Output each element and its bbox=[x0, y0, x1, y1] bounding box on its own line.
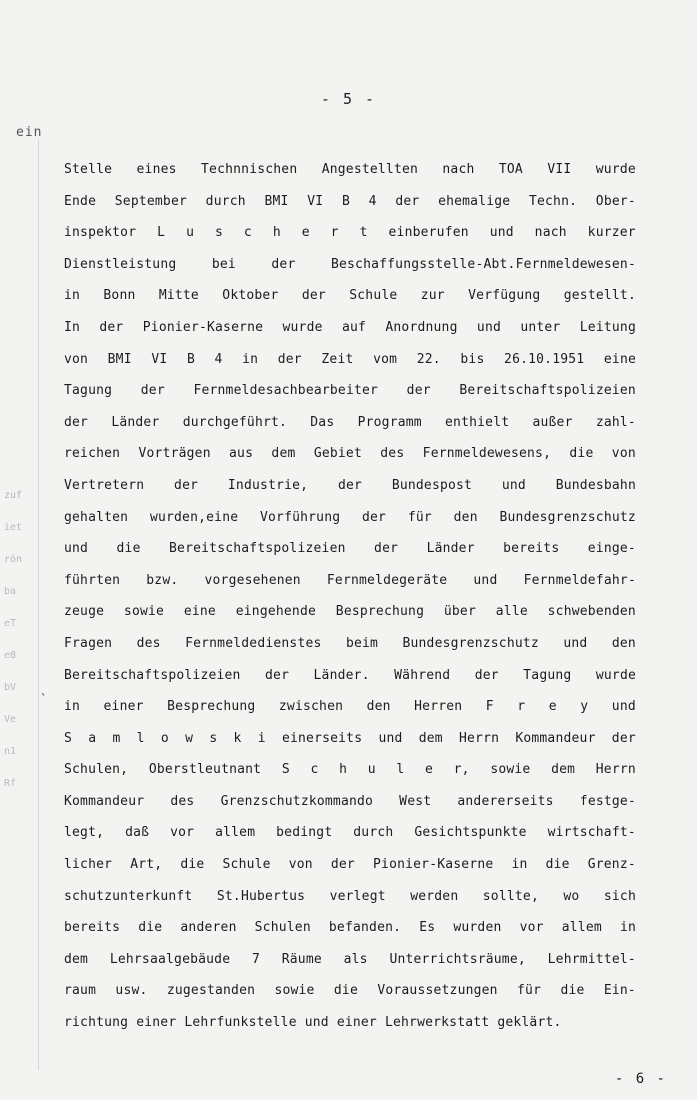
word: und bbox=[489, 225, 514, 241]
word: Fernmeldedienstes bbox=[185, 635, 322, 651]
word: Techn. bbox=[528, 193, 578, 209]
bleed-through-fragment: n1 bbox=[4, 746, 17, 757]
word: September bbox=[114, 193, 188, 209]
text-line bbox=[64, 565, 636, 597]
word: in bbox=[242, 351, 259, 367]
word: e bbox=[425, 762, 434, 778]
word: einberufen bbox=[388, 225, 469, 241]
word: Herrn bbox=[595, 762, 636, 778]
word: der bbox=[362, 509, 387, 525]
bleed-through-fragment: rön bbox=[4, 554, 23, 565]
word: Zeit bbox=[321, 351, 354, 367]
word: der bbox=[140, 383, 165, 399]
word: dem bbox=[551, 762, 576, 778]
word: des bbox=[380, 446, 405, 462]
word: a bbox=[88, 730, 97, 746]
word: der bbox=[395, 193, 420, 209]
word: Programm bbox=[357, 414, 422, 430]
word: Bundesgrenzschutz bbox=[499, 509, 636, 525]
word: h bbox=[339, 762, 348, 778]
word: Schule bbox=[222, 857, 271, 873]
word: in bbox=[511, 857, 528, 873]
word: Bereitschaftspolizeien bbox=[169, 541, 346, 557]
word: eine bbox=[183, 604, 216, 620]
word: vor bbox=[170, 825, 195, 841]
word: vorgesehenen bbox=[204, 572, 301, 588]
body-text bbox=[64, 154, 636, 1039]
word: durch bbox=[353, 825, 394, 841]
text-line bbox=[64, 754, 636, 786]
word: daß bbox=[125, 825, 150, 841]
bleed-through-fragment: zuf bbox=[4, 490, 23, 501]
word: Es bbox=[419, 920, 436, 936]
word: Anordnung bbox=[385, 319, 458, 335]
word: vom bbox=[373, 351, 398, 367]
word: bedingt bbox=[276, 825, 333, 841]
word: sowie bbox=[123, 604, 165, 620]
text-line bbox=[64, 628, 636, 660]
word: legt, bbox=[64, 825, 105, 841]
word: c bbox=[310, 762, 319, 778]
word: Länder. bbox=[313, 667, 370, 683]
word: Herrn bbox=[459, 730, 500, 746]
word: des bbox=[136, 635, 161, 651]
word: andererseits bbox=[457, 793, 554, 809]
word: der bbox=[271, 256, 296, 272]
word: richtung bbox=[64, 1015, 129, 1031]
word: die bbox=[116, 541, 141, 557]
word: werden bbox=[410, 888, 459, 904]
word: 26.10.1951 bbox=[504, 351, 585, 367]
word: S bbox=[64, 730, 73, 746]
word: Lehrmittel- bbox=[547, 951, 636, 967]
word: zahl- bbox=[595, 414, 636, 430]
word: und bbox=[476, 319, 502, 335]
word: die bbox=[545, 857, 570, 873]
word: der bbox=[174, 477, 199, 493]
word: i bbox=[257, 730, 266, 746]
word: sollte, bbox=[482, 888, 539, 904]
text-line bbox=[64, 660, 636, 692]
word: wurde bbox=[595, 667, 636, 683]
word: 4 bbox=[214, 351, 223, 367]
word: der bbox=[406, 383, 431, 399]
word: B bbox=[341, 193, 350, 209]
word: und bbox=[304, 1015, 329, 1031]
text-line bbox=[64, 470, 636, 502]
word: geklärt. bbox=[497, 1015, 562, 1031]
word: Mitte bbox=[158, 288, 199, 304]
bleed-through-fragment: Rf bbox=[4, 778, 17, 789]
word: über bbox=[443, 604, 476, 620]
word: der bbox=[474, 667, 499, 683]
word: vor bbox=[519, 920, 544, 936]
word: L bbox=[157, 225, 166, 241]
word: enthielt bbox=[445, 414, 510, 430]
word: Grenz- bbox=[587, 857, 636, 873]
word: Länder bbox=[111, 414, 160, 430]
word: der bbox=[330, 857, 355, 873]
word: bereits bbox=[503, 541, 560, 557]
word: s bbox=[214, 225, 224, 241]
word: wirtschaft- bbox=[547, 825, 636, 841]
bleed-through-fragment: bV bbox=[4, 682, 17, 693]
word: die bbox=[138, 920, 163, 936]
word: der bbox=[277, 351, 302, 367]
word: nach bbox=[534, 225, 567, 241]
word: Gebiet bbox=[313, 446, 362, 462]
word: Fragen bbox=[64, 635, 113, 651]
word: BMI bbox=[264, 193, 289, 209]
word: ehemalige bbox=[438, 193, 511, 209]
word: S bbox=[281, 762, 290, 778]
margin-tick-mark: ` bbox=[40, 692, 48, 706]
word: von bbox=[611, 446, 636, 462]
text-line bbox=[64, 407, 636, 439]
word: die bbox=[180, 857, 205, 873]
word: sowie bbox=[274, 983, 315, 999]
word: c bbox=[243, 225, 252, 241]
word: wurde bbox=[282, 319, 323, 335]
text-line bbox=[64, 596, 636, 628]
text-line bbox=[64, 533, 636, 565]
word: Fernmeldesachbearbeiter bbox=[193, 383, 379, 399]
word: Fernmeldegeräte bbox=[326, 572, 448, 588]
word: Räume bbox=[281, 951, 322, 967]
word: licher bbox=[64, 857, 113, 873]
word: einer bbox=[103, 699, 144, 715]
word: Fernmeldewesens, bbox=[422, 446, 552, 462]
word: VII bbox=[547, 162, 572, 177]
word: BMI bbox=[107, 351, 132, 367]
word: u bbox=[186, 225, 195, 241]
word: wo bbox=[563, 888, 580, 904]
word: und bbox=[378, 730, 403, 746]
word: Ende bbox=[64, 193, 97, 209]
word: Vertretern bbox=[64, 477, 145, 493]
word: den bbox=[611, 635, 636, 651]
word: führten bbox=[64, 572, 121, 588]
word: Herren bbox=[414, 699, 463, 715]
word: Tagung bbox=[523, 667, 572, 683]
word: nach bbox=[442, 162, 475, 177]
word: zeuge bbox=[64, 604, 105, 620]
word: Kommandeur bbox=[515, 730, 596, 746]
word: Beschaffungsstelle-Abt.Fernmeldewesen- bbox=[330, 256, 636, 272]
word: Schulen, bbox=[64, 762, 129, 778]
word: der bbox=[337, 477, 363, 493]
word: l bbox=[396, 762, 405, 778]
word: und bbox=[563, 635, 588, 651]
word: Ein- bbox=[603, 983, 636, 999]
text-line bbox=[64, 186, 636, 218]
word: den bbox=[453, 509, 478, 525]
word: festge- bbox=[579, 793, 636, 809]
word: Art, bbox=[130, 857, 163, 873]
word: Schule bbox=[349, 288, 398, 304]
next-page-indicator: - 6 - bbox=[614, 1071, 667, 1087]
word: von bbox=[288, 857, 313, 873]
word: o bbox=[160, 730, 169, 746]
text-line bbox=[64, 849, 636, 881]
text-line bbox=[64, 438, 636, 470]
word: allem bbox=[561, 920, 602, 936]
text-line bbox=[64, 249, 636, 281]
word: Pionier-Kaserne bbox=[142, 319, 264, 335]
word: einge- bbox=[587, 541, 636, 557]
word: 22. bbox=[416, 351, 441, 367]
word: für bbox=[517, 983, 542, 999]
word: Das bbox=[310, 414, 335, 430]
word: wurden bbox=[453, 920, 502, 936]
word: einer bbox=[136, 1015, 177, 1031]
word: der bbox=[611, 730, 636, 746]
word: B bbox=[186, 351, 195, 367]
word: k bbox=[233, 730, 242, 746]
word: alle bbox=[495, 604, 528, 620]
word: Besprechung bbox=[335, 604, 425, 620]
word: beim bbox=[345, 635, 379, 651]
word: 7 bbox=[251, 951, 260, 967]
word: Kommandeur bbox=[64, 793, 145, 809]
word: St.Hubertus bbox=[216, 888, 306, 904]
bleed-through-fragment: Ve bbox=[4, 714, 17, 725]
word: Schulen bbox=[254, 920, 311, 936]
word: schwebenden bbox=[547, 604, 636, 620]
word: reichen bbox=[64, 446, 121, 462]
word: TOA bbox=[498, 162, 523, 177]
word: eingehende bbox=[235, 604, 317, 620]
word: Länder bbox=[426, 541, 475, 557]
word: einerseits bbox=[281, 730, 363, 746]
word: bereits bbox=[64, 920, 121, 936]
word: Technnischen bbox=[201, 162, 298, 177]
word: Fernmeldefahr- bbox=[523, 572, 636, 588]
word: Bereitschaftspolizeien bbox=[64, 667, 241, 683]
word: dem bbox=[271, 446, 296, 462]
word: für bbox=[407, 509, 432, 525]
word: die bbox=[569, 446, 594, 462]
word: Gesichtspunkte bbox=[414, 825, 527, 841]
word: befanden. bbox=[328, 920, 402, 936]
word: West bbox=[399, 793, 432, 809]
word: wurde bbox=[595, 162, 636, 177]
word: als bbox=[343, 951, 368, 967]
word: Bonn bbox=[103, 288, 136, 304]
word: Voraussetzungen bbox=[377, 983, 498, 999]
word: Grenzschutzkommando bbox=[220, 793, 374, 809]
word: schutzunterkunft bbox=[64, 888, 193, 904]
word: Vorträgen bbox=[138, 446, 211, 462]
word: bei bbox=[211, 256, 236, 272]
word: t bbox=[359, 225, 368, 241]
word: bzw. bbox=[146, 572, 179, 588]
page-number-top: - 5 - bbox=[320, 90, 377, 108]
word: s bbox=[209, 730, 218, 746]
bleed-through-fragments bbox=[0, 480, 40, 800]
bleed-through-fragment: eT bbox=[4, 618, 17, 629]
word: die bbox=[560, 983, 585, 999]
word: Bundesgrenzschutz bbox=[402, 635, 539, 651]
text-line bbox=[64, 312, 636, 344]
word: Unterrichtsräume, bbox=[389, 951, 526, 967]
word: und bbox=[501, 477, 526, 493]
word: aus bbox=[229, 446, 254, 462]
word: gehalten bbox=[64, 509, 129, 525]
word: u bbox=[367, 762, 376, 778]
word: den bbox=[366, 699, 391, 715]
word: gestellt. bbox=[563, 288, 636, 304]
word: die bbox=[333, 983, 358, 999]
word: Lehrsaalgebäude bbox=[109, 951, 231, 967]
word: zugestanden bbox=[166, 983, 256, 999]
word: in bbox=[64, 699, 81, 715]
word: in bbox=[64, 288, 81, 304]
word: dem bbox=[418, 730, 443, 746]
word: inspektor bbox=[64, 225, 137, 241]
word: der bbox=[64, 414, 89, 430]
word: dem bbox=[64, 951, 89, 967]
word: raum bbox=[64, 983, 97, 999]
word: der bbox=[99, 319, 124, 335]
text-line bbox=[64, 1007, 636, 1039]
word: durchgeführt. bbox=[182, 414, 288, 430]
word: m bbox=[112, 730, 121, 746]
word: 4 bbox=[368, 193, 377, 209]
word: von bbox=[64, 351, 89, 367]
word: Bundespost bbox=[391, 477, 473, 493]
text-line bbox=[64, 723, 636, 755]
word: einer bbox=[336, 1015, 377, 1031]
word: auf bbox=[341, 319, 367, 335]
word: sich bbox=[603, 888, 636, 904]
word: Lehrwerkstatt bbox=[384, 1015, 490, 1031]
word: und bbox=[611, 699, 636, 715]
word: kurzer bbox=[587, 225, 636, 241]
word: Stelle bbox=[64, 162, 113, 177]
word: der bbox=[301, 288, 326, 304]
word: r bbox=[330, 225, 339, 241]
word: des bbox=[170, 793, 195, 809]
text-line bbox=[64, 502, 636, 534]
word: Leitung bbox=[579, 319, 636, 335]
word: Lehrfunkstelle bbox=[184, 1015, 297, 1031]
word: Dienstleistung bbox=[64, 256, 177, 272]
word: eine bbox=[603, 351, 636, 367]
word: Angestellten bbox=[321, 162, 419, 177]
word: eines bbox=[136, 162, 177, 177]
word: Besprechung bbox=[167, 699, 256, 715]
word: der bbox=[374, 541, 399, 557]
word: verlegt bbox=[329, 888, 386, 904]
word: e bbox=[301, 225, 310, 241]
word: VI bbox=[307, 193, 324, 209]
text-line bbox=[64, 975, 636, 1007]
word: l bbox=[136, 730, 145, 746]
word: e bbox=[548, 699, 557, 715]
word: Bereitschaftspolizeien bbox=[459, 383, 636, 399]
text-line bbox=[64, 217, 636, 249]
word: Oktober bbox=[222, 288, 279, 304]
word: unter bbox=[520, 319, 561, 335]
word: allem bbox=[215, 825, 256, 841]
text-line bbox=[64, 944, 636, 976]
word: der bbox=[265, 667, 290, 683]
bleed-through-fragment: iet bbox=[4, 522, 23, 533]
text-line bbox=[64, 881, 636, 913]
word: wurden,eine bbox=[149, 509, 239, 525]
bleed-through-fragment: ba bbox=[4, 586, 17, 597]
word: anderen bbox=[180, 920, 237, 936]
text-line bbox=[64, 912, 636, 944]
word: usw. bbox=[115, 983, 148, 999]
word: und bbox=[64, 541, 89, 557]
word: Oberstleutnant bbox=[148, 762, 262, 778]
bleed-through-fragment: e8 bbox=[4, 650, 17, 661]
word: r, bbox=[453, 762, 470, 778]
text-line bbox=[64, 154, 636, 186]
word: Tagung bbox=[64, 383, 113, 399]
word: Vorführung bbox=[259, 509, 341, 525]
word: Pionier-Kaserne bbox=[373, 857, 494, 873]
word: sowie bbox=[490, 762, 531, 778]
word: w bbox=[185, 730, 194, 746]
word: außer bbox=[532, 414, 573, 430]
word: Industrie, bbox=[227, 477, 309, 493]
word: F bbox=[485, 699, 494, 715]
word: Ober- bbox=[595, 193, 636, 209]
text-line bbox=[64, 817, 636, 849]
word: Während bbox=[394, 667, 451, 683]
text-line bbox=[64, 375, 636, 407]
word: Bundesbahn bbox=[555, 477, 636, 493]
text-line bbox=[64, 344, 636, 376]
word: durch bbox=[205, 193, 246, 209]
word: zur bbox=[420, 288, 445, 304]
word: VI bbox=[151, 351, 168, 367]
word: und bbox=[473, 572, 498, 588]
word: in bbox=[619, 920, 636, 936]
word: Verfügung bbox=[468, 288, 541, 304]
text-line bbox=[64, 691, 636, 723]
word: zwischen bbox=[278, 699, 344, 715]
text-line bbox=[64, 786, 636, 818]
text-line bbox=[64, 280, 636, 312]
word: h bbox=[272, 225, 281, 241]
word: In bbox=[64, 319, 81, 335]
margin-text-fragment: ein bbox=[16, 125, 43, 140]
word: bis bbox=[460, 351, 485, 367]
word: y bbox=[580, 699, 589, 715]
word: r bbox=[517, 699, 526, 715]
